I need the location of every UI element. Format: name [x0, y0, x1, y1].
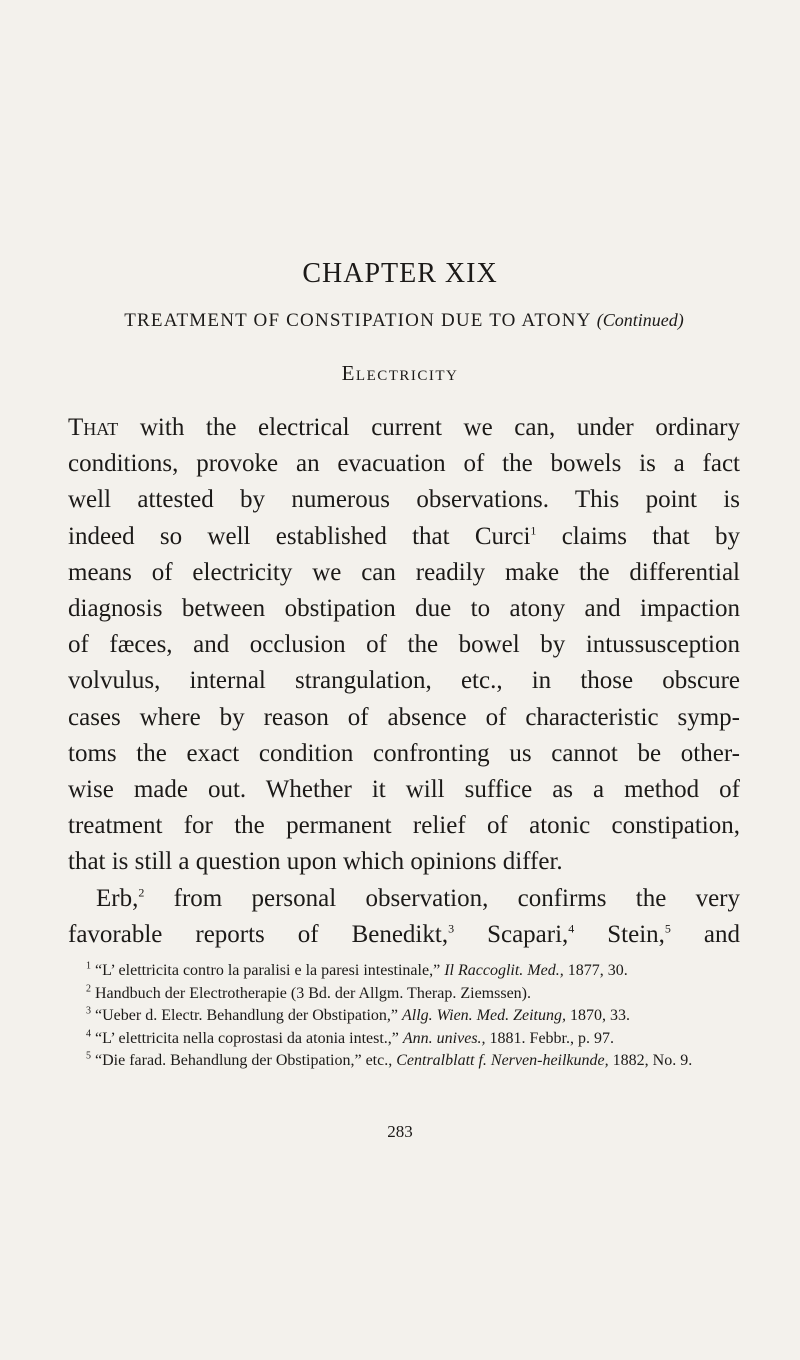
text-line: toms the exact condition confronting us cannot be other- — [68, 739, 740, 767]
subtitle-main: TREATMENT OF CONSTIPATION DUE TO ATONY — [124, 310, 591, 331]
footnote-number: 2 — [86, 983, 91, 995]
footnote-number: 3 — [86, 1005, 91, 1017]
section-title: Electricity — [341, 361, 459, 385]
footnote-ref: 5 — [664, 921, 671, 936]
page-number: 283 — [387, 1122, 413, 1141]
text-line: diagnosis between obstipation due to atony and impaction — [68, 595, 740, 623]
text-line: wise made out. Whether it will suffice as a method of — [68, 776, 740, 804]
text-line: means of electricity we can readily make the differential — [68, 558, 740, 586]
footnote — [68, 983, 740, 1006]
text-line: well attested by numerous observations. This point is — [68, 486, 740, 514]
body-text — [68, 410, 740, 953]
footnote-number: 4 — [86, 1028, 91, 1040]
chapter-heading: CHAPTER XIX — [302, 258, 498, 289]
text-line: that is still a question upon which opinions differ. — [68, 848, 563, 876]
footnote — [68, 1050, 740, 1073]
text-line: of fæces, and occlusion of the bowel by intussusception — [68, 631, 740, 659]
footnote-tail: 1882, No. 9. — [612, 1052, 693, 1070]
footnote-text: “Die farad. Behandlung der Obstipation,” etc., — [95, 1052, 393, 1070]
footnote-tail: 1870, 33. — [570, 1007, 630, 1025]
footnote-journal: Ann. unives., — [402, 1029, 486, 1047]
footnote-ref: 4 — [568, 921, 575, 936]
text-fragment: from personal observation, confirms the very — [173, 884, 741, 912]
footnote-text: “L’ elettricita contro la paralisi e la paresi intestinale,” — [95, 962, 441, 979]
footnote-journal: Centralblatt f. Nerven-heilkunde, — [396, 1052, 609, 1070]
text-fragment: favorable reports of Benedikt, — [68, 920, 449, 948]
footnotes — [68, 960, 740, 1073]
text-fragment: claims that by — [561, 522, 741, 550]
footnote-tail: 1877, 30. — [567, 962, 628, 979]
footnote — [68, 1028, 740, 1051]
footnote-tail: 1881. Febbr., p. 97. — [489, 1029, 614, 1047]
footnote-ref: 3 — [448, 921, 455, 936]
text-line: volvulus, internal strangulation, etc., in those obscure — [68, 667, 740, 695]
footnote-number: 1 — [86, 960, 91, 972]
footnote-text: Handbuch der Electrotherapie (3 Bd. der Allgm. Therap. Ziemssen). — [95, 984, 532, 1002]
footnote-text: “L’ elettricita nella coprostasi da atonia intest.,” — [95, 1029, 399, 1047]
footnote — [68, 960, 740, 983]
text-fragment: indeed so well established that Curci — [68, 522, 531, 550]
footnote-ref: 2 — [138, 885, 145, 900]
text-line — [68, 519, 740, 555]
text-fragment: Scapari, — [487, 920, 569, 948]
text-line — [68, 917, 740, 953]
text-fragment: Erb, — [96, 884, 139, 912]
text-line — [68, 410, 740, 446]
text-line: conditions, provoke an evacuation of the bowels is a fact — [68, 450, 740, 478]
footnote-ref: 1 — [530, 523, 537, 538]
footnote-journal: Allg. Wien. Med. Zeitung, — [402, 1007, 566, 1025]
text-line: treatment for the permanent relief of atonic constipation, — [68, 812, 740, 840]
text-fragment: and — [703, 920, 741, 948]
footnote-journal: Il Raccoglit. Med., — [444, 962, 564, 979]
text-fragment: Stein, — [607, 920, 665, 948]
text-fragment: with the electrical current we can, under ordinary — [139, 414, 741, 441]
footnote — [68, 1005, 740, 1028]
chapter-subtitle — [68, 310, 740, 332]
text-line: cases where by reason of absence of characteristic symp- — [68, 703, 740, 731]
text-line — [68, 881, 740, 917]
subtitle-continued: (Continued) — [596, 310, 684, 330]
footnote-number: 5 — [86, 1051, 91, 1063]
footnote-text: “Ueber d. Electr. Behandlung der Obstipation,” — [95, 1007, 399, 1025]
opening-words: That — [68, 414, 119, 441]
